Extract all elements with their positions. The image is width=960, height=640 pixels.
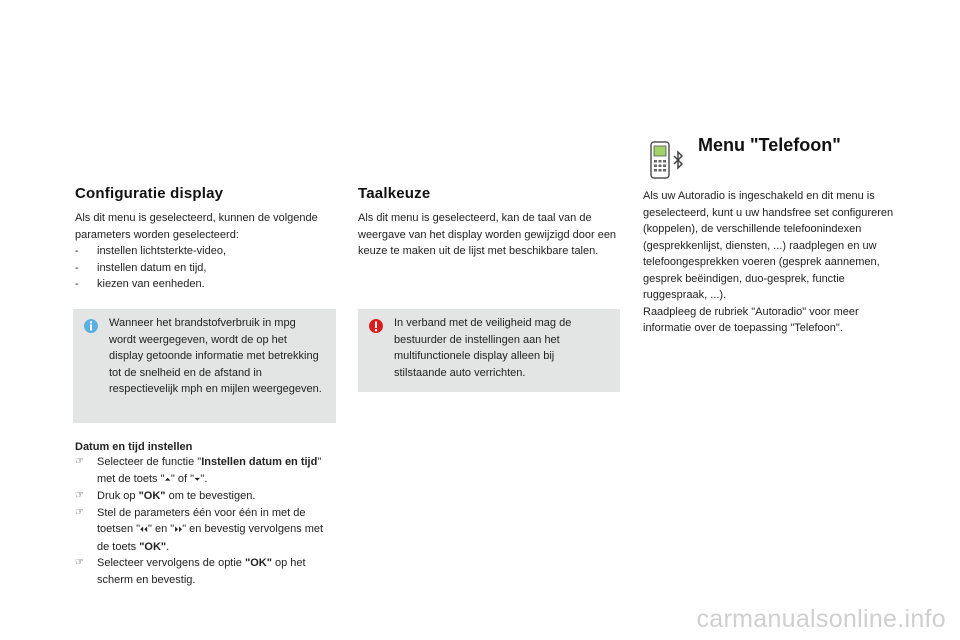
date-time-steps [75, 441, 337, 588]
step-bullet-icon: ☞ [75, 506, 84, 518]
steps-title: Datum en tijd instellen [75, 441, 193, 453]
language-title: Taalkeuze [358, 185, 431, 202]
mobile-phone-bluetooth-icon [648, 133, 688, 186]
display-intro: Als dit menu is geselecteerd, kunnen de volgende parameters worden geselecteerd: [75, 212, 318, 241]
info-note [73, 309, 336, 423]
list-item: ☞ Selecteer de functie "Instellen datum en tijd" met de toets "⏶" of "⏷". [75, 456, 322, 485]
arrow-right-icon: ⏵⏵ [174, 525, 183, 534]
list-item: ☞ Stel de parameters één voor één in met de toetsen "⏴⏴" en "⏵⏵" en bevestig vervolgens met de toets "OK". [75, 506, 324, 553]
arrow-up-icon: ⏶ [164, 474, 171, 484]
display-options-list [75, 243, 335, 293]
phone-body: Als uw Autoradio is ingeschakeld en dit menu is geselecteerd, kunt u uw handsfree set configureren (koppelen), de verschillende telefoonindexen (gesprekkenlijst, diensten, ...) raadplegen en uw telefoongesprekken voeren (gesprek aannemen, gesprek beëindigen, duo-gesprek, functie ruggespraak, ...). Raadpleeg de rubriek "Autoradio" voor meer informatie over de toepassing "Telefoon". [643, 190, 894, 334]
list-item: ☞ Selecteer vervolgens de optie "OK" op het scherm en bevestig. [75, 557, 306, 586]
warning-note-text: In verband met de veiligheid mag de bestuurder de instellingen aan het multifunctionele display alleen bij stilstaande auto verrichten. [394, 317, 572, 379]
steps-list [75, 454, 337, 588]
info-icon [83, 318, 99, 334]
arrow-down-icon: ⏷ [194, 474, 201, 484]
warning-icon [368, 318, 384, 334]
step-bullet-icon: ☞ [75, 456, 84, 467]
list-item: - instellen datum en tijd, [75, 260, 335, 277]
language-section [358, 185, 620, 260]
list-item: - kiezen van eenheden. [75, 276, 335, 293]
warning-note [358, 309, 620, 392]
phone-title: Menu "Telefoon" [698, 135, 841, 155]
arrow-left-icon: ⏴⏴ [140, 525, 149, 534]
step-bullet-icon: ☞ [75, 490, 84, 501]
list-item: - instellen lichtsterkte-video, [75, 243, 335, 260]
phone-header [648, 133, 908, 183]
language-body: Als dit menu is geselecteerd, kan de taal van de weergave van het display worden gewijzigd door een keuze te maken uit de lijst met beschikbare talen. [358, 212, 617, 257]
display-section [75, 185, 335, 293]
phone-section [643, 188, 908, 337]
watermark: carmanualsonline.info [696, 605, 946, 633]
display-title: Configuratie display [75, 185, 224, 202]
step-bullet-icon: ☞ [75, 557, 84, 568]
list-item: ☞ Druk op "OK" om te bevestigen. [75, 488, 337, 505]
info-note-text: Wanneer het brandstofverbruik in mpg wordt weergegeven, wordt de op het display getoonde informatie met betrekking tot de snelheid en de afstand in respectievelijk mph en mijlen weergegeven. [109, 317, 322, 395]
